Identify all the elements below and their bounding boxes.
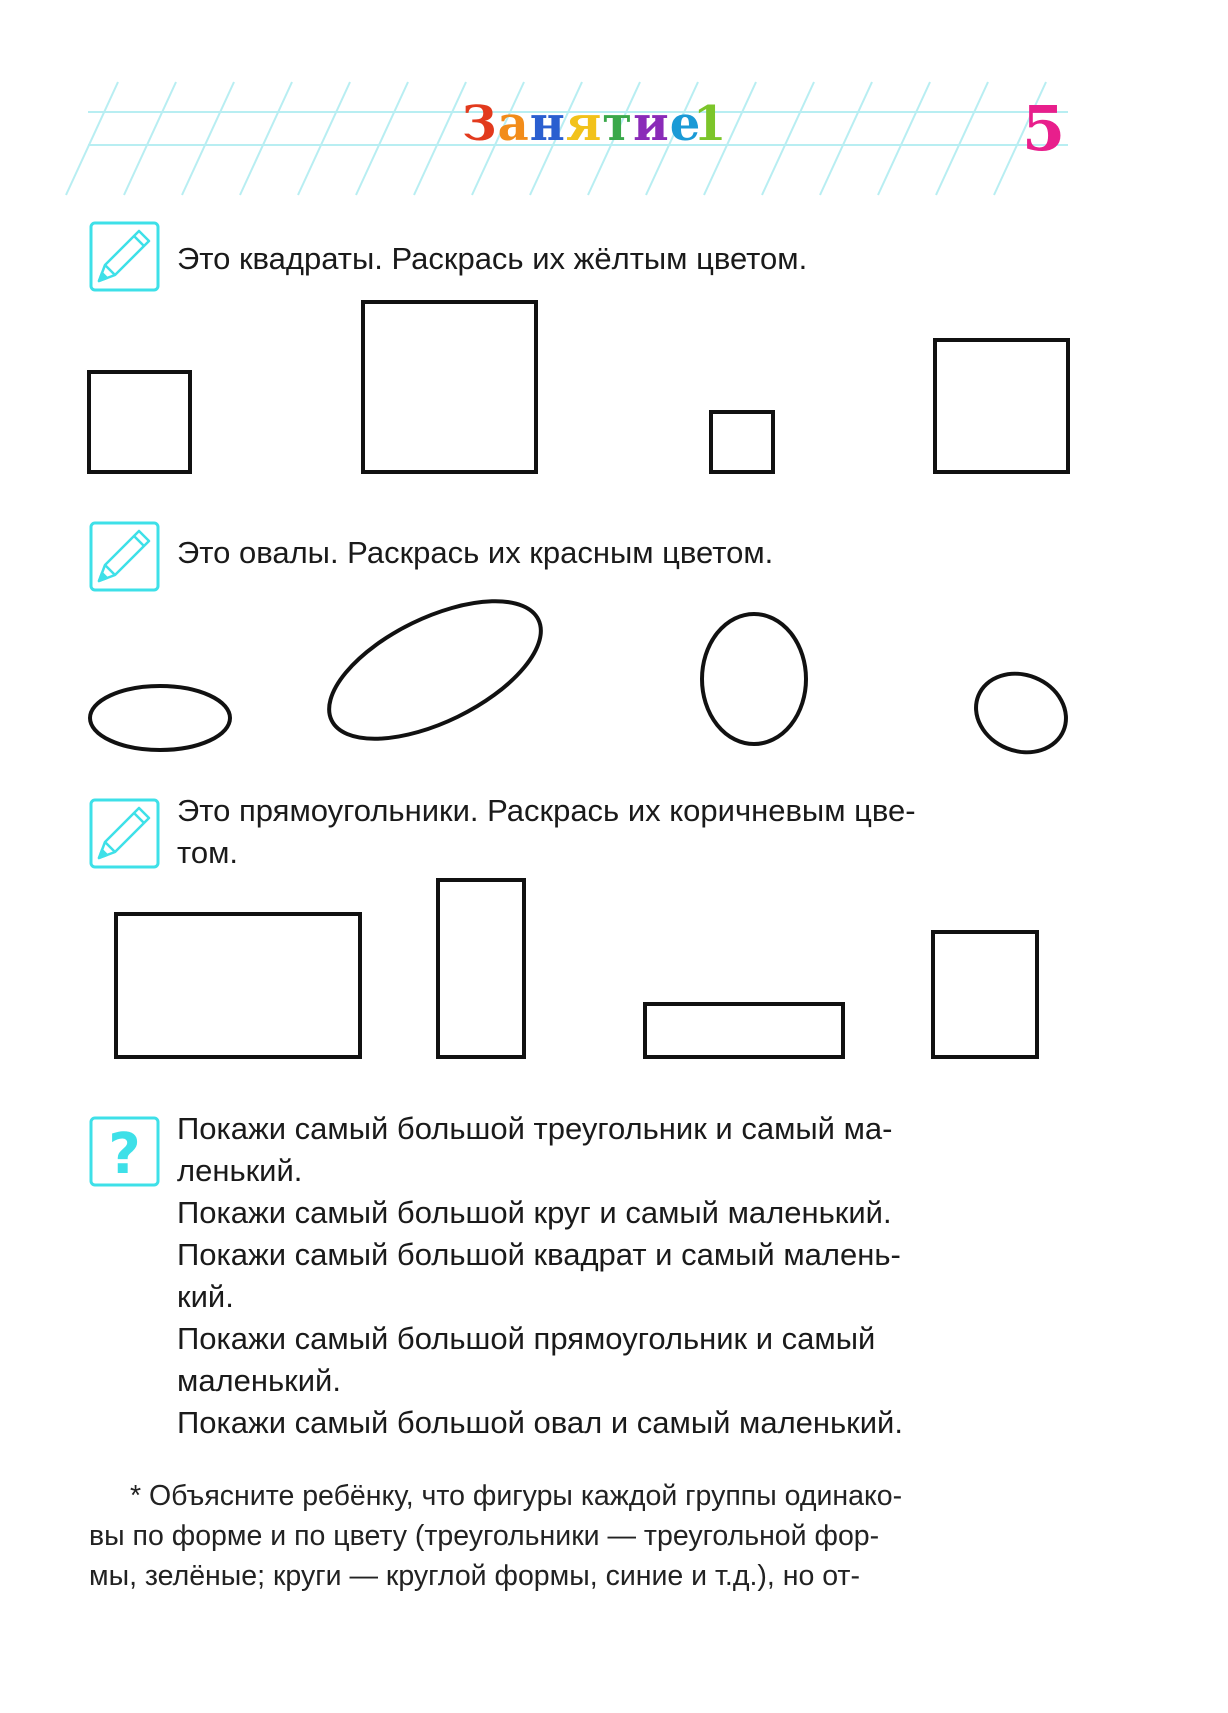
note-line: мы, зелёные; круги — круглой формы, синие и т.д.), но от- bbox=[89, 1560, 860, 1592]
parent-note bbox=[89, 1476, 902, 1596]
task-line: маленький. bbox=[177, 1363, 341, 1398]
task-line: кий. bbox=[177, 1279, 234, 1314]
title-letter: е bbox=[669, 96, 702, 152]
task-line: Это прямоугольники. Раскрась их коричневым цве- bbox=[177, 793, 916, 828]
rectangle-shape bbox=[933, 932, 1037, 1057]
title-letter: и bbox=[633, 96, 670, 152]
square-shape bbox=[363, 302, 536, 472]
oval-shape bbox=[964, 661, 1078, 766]
task-line: Это квадраты. Раскрась их жёлтым цветом. bbox=[177, 241, 808, 276]
task-line: Покажи самый большой прямоугольник и самый bbox=[177, 1321, 876, 1356]
square-shape bbox=[935, 340, 1068, 472]
title-letter: З bbox=[462, 96, 498, 152]
task-line: ленький. bbox=[177, 1153, 303, 1188]
square-shape bbox=[711, 412, 773, 472]
rectangle-shape bbox=[116, 914, 360, 1057]
lesson-number: 1 bbox=[693, 96, 727, 152]
square-shape bbox=[89, 372, 190, 472]
note-line: вы по форме и по цвету (треугольники — треугольной фор- bbox=[89, 1520, 880, 1552]
rectangle-shape bbox=[438, 880, 524, 1057]
task-line: Покажи самый большой овал и самый маленький. bbox=[177, 1405, 903, 1440]
note-line: * Объясните ребёнку, что фигуры каждой группы одинако- bbox=[130, 1480, 903, 1512]
task-line: Покажи самый большой треугольник и самый ма- bbox=[177, 1111, 893, 1146]
oval-shape bbox=[309, 573, 561, 767]
task-line: том. bbox=[177, 835, 239, 870]
oval-shape bbox=[90, 686, 230, 750]
oval-shape bbox=[702, 614, 806, 744]
page-number: 5 bbox=[1022, 92, 1066, 165]
task-line: Это овалы. Раскрась их красным цветом. bbox=[177, 535, 774, 570]
task-line: Покажи самый большой круг и самый маленький. bbox=[177, 1195, 892, 1230]
title-letter: т bbox=[602, 96, 634, 152]
title-letter: а bbox=[497, 96, 530, 152]
svg-text:?: ? bbox=[108, 1122, 141, 1187]
rectangle-shape bbox=[645, 1004, 843, 1057]
title-letter: н bbox=[529, 96, 566, 152]
task-line: Покажи самый большой квадрат и самый малень- bbox=[177, 1237, 901, 1272]
title-letter: я bbox=[565, 96, 603, 152]
